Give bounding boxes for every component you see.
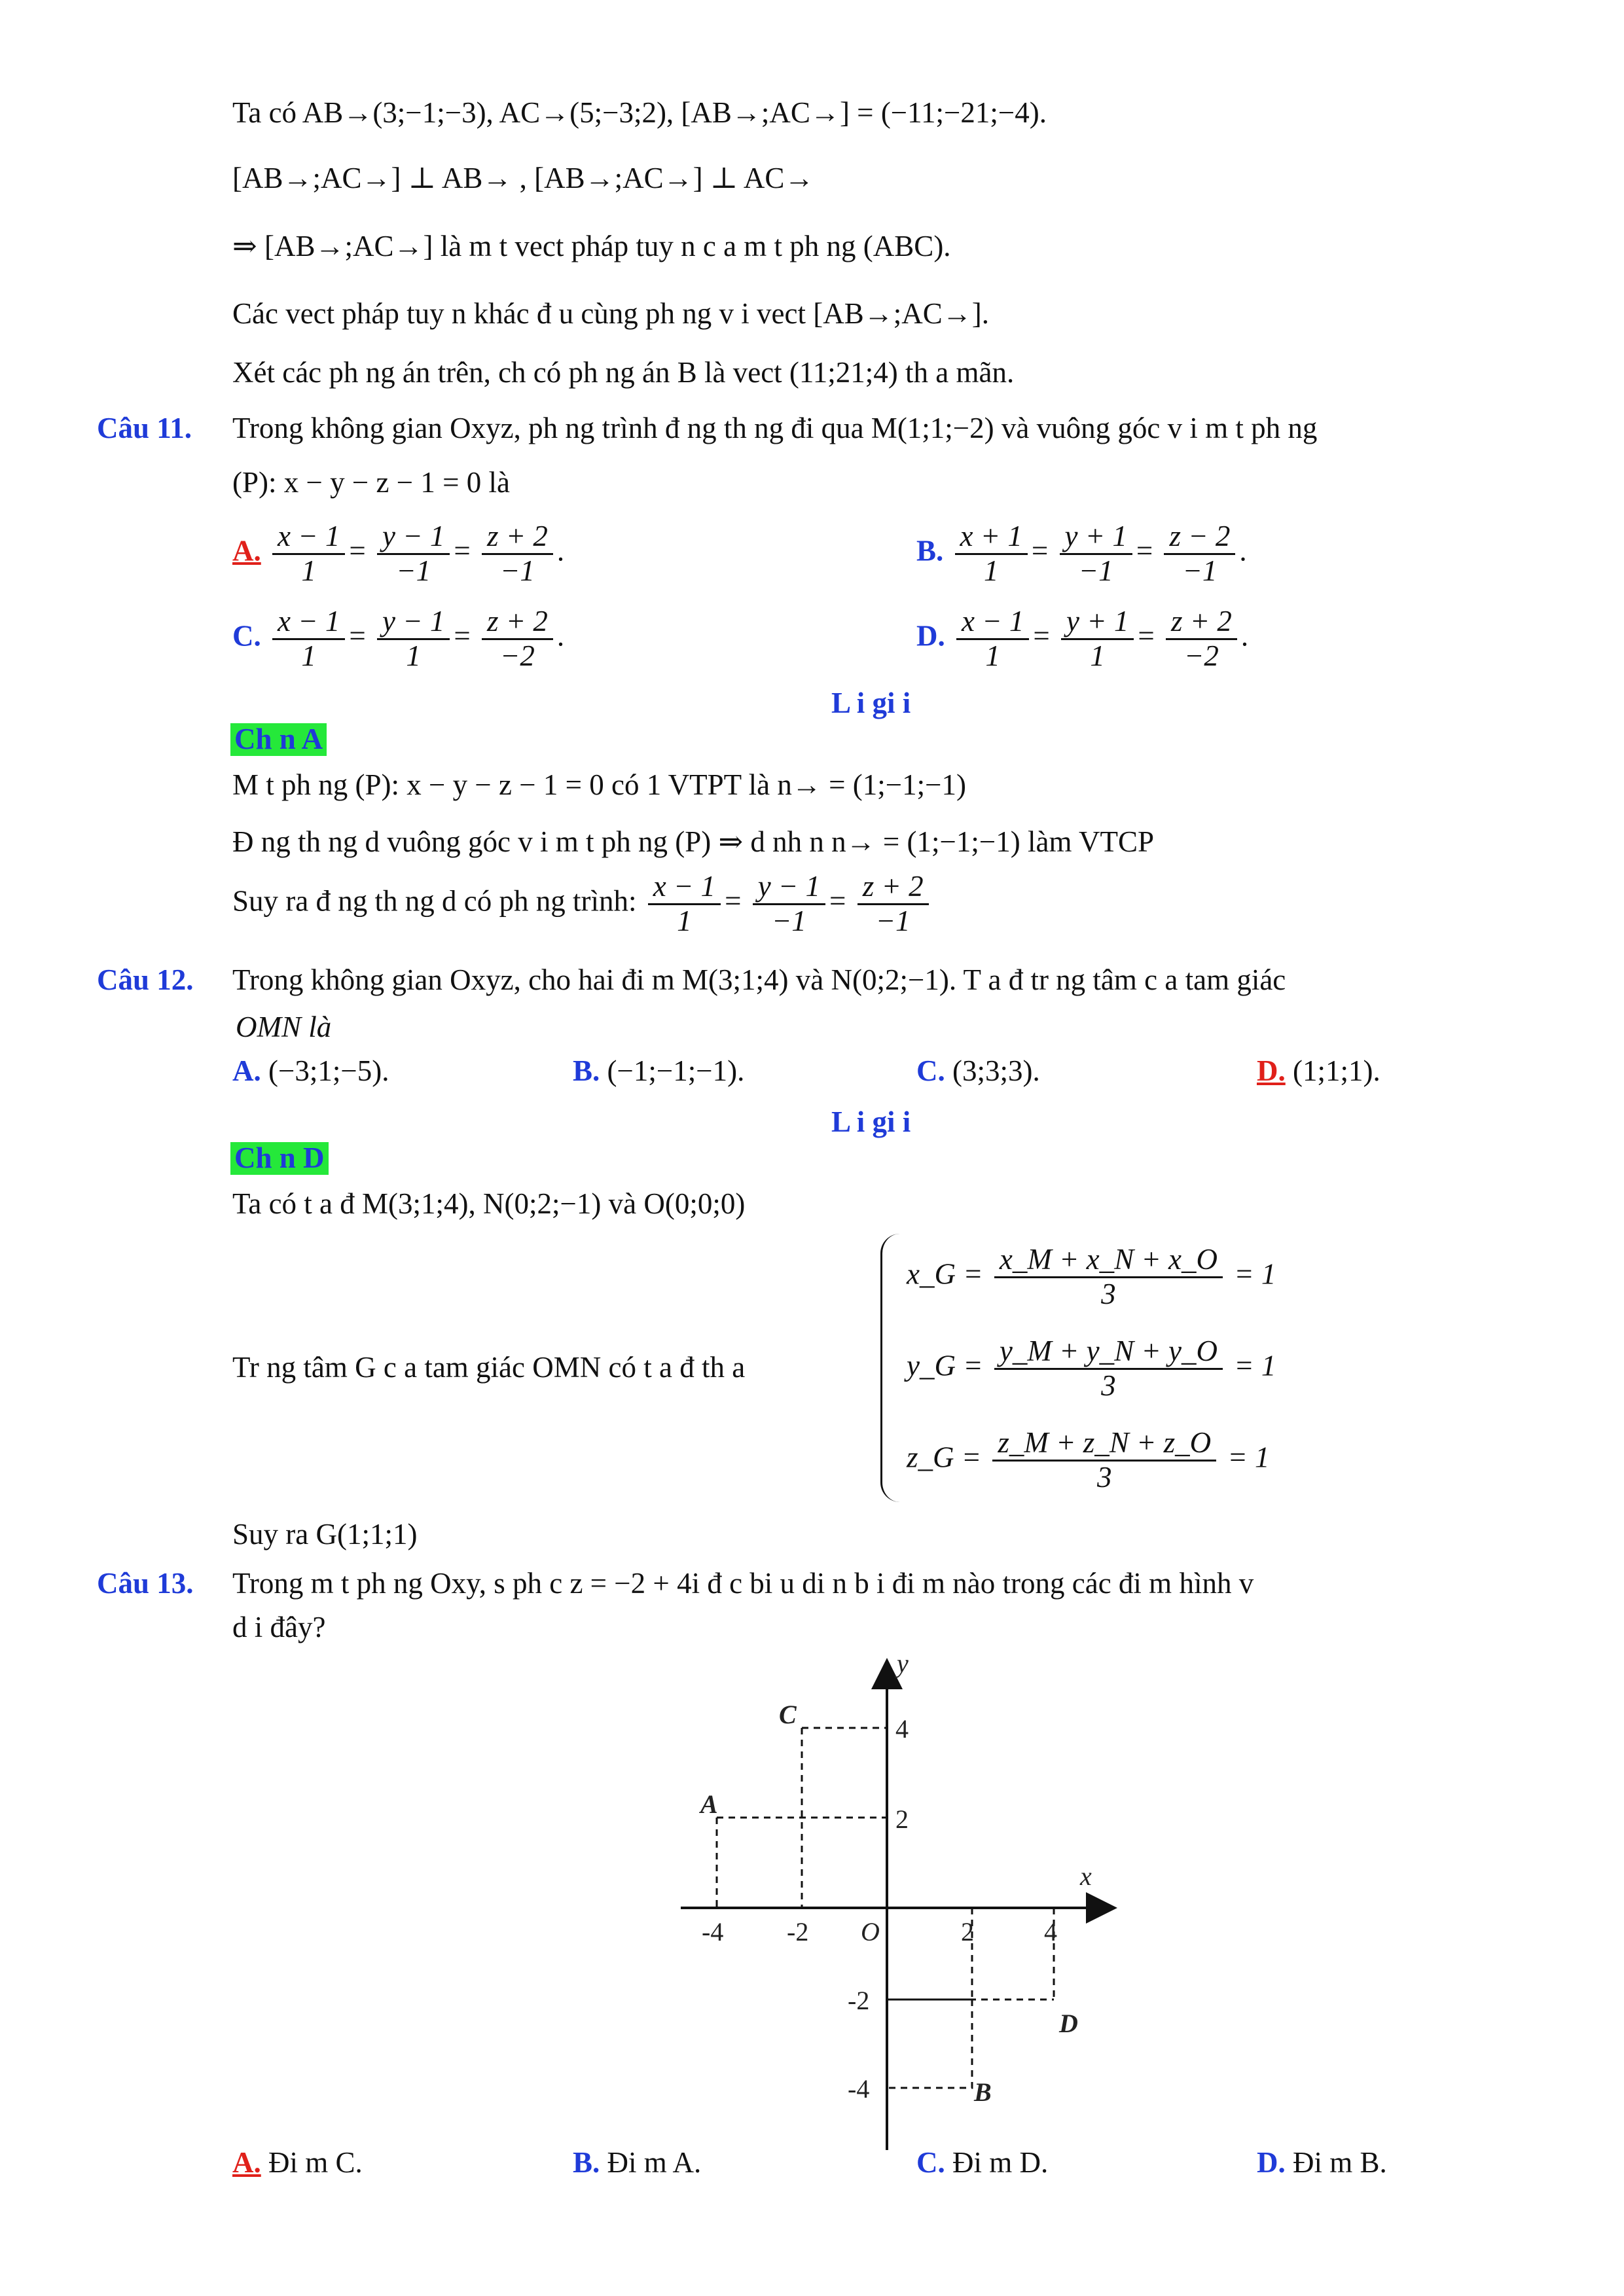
q13-option-a-value: Đi m C. <box>268 2146 363 2179</box>
q13-option-a-letter: A. <box>232 2146 261 2179</box>
frac-den: −1 <box>875 904 911 937</box>
q11-solution-heading: L i gi i <box>831 687 911 719</box>
frac-num: z + 2 <box>857 870 929 905</box>
sys-lhs: z_G = <box>907 1441 982 1474</box>
x-tick-label: 2 <box>961 1917 974 1946</box>
frac-num: z + 2 <box>482 605 553 640</box>
sys-lhs: y_G = <box>907 1349 983 1382</box>
y-tick-label: -2 <box>848 1986 870 2015</box>
y-axis-label: y <box>897 1653 909 1678</box>
sys-lhs: x_G = <box>907 1257 983 1291</box>
point-label-b: B <box>974 2077 992 2107</box>
frac-num: x − 1 <box>272 520 345 555</box>
intro-line-1: Ta có AB→(3;−1;−3), AC→(5;−3;2), [AB→;AC→] = (−11;−21;−4). <box>232 96 1047 129</box>
frac-num: z_M + z_N + z_O <box>992 1427 1216 1462</box>
q11-option-c-letter: C. <box>232 619 261 653</box>
coordinate-graph <box>661 1653 1119 2157</box>
frac-num: x − 1 <box>956 605 1029 640</box>
guide-d <box>887 1908 972 2000</box>
frac-den: −1 <box>499 554 535 587</box>
q13-text-1: Trong m t ph ng Oxy, s ph c z = −2 + 4i đ c bi u di n b i đi m nào trong các đi m hình v <box>232 1567 1254 1600</box>
point-label-c: C <box>779 1700 797 1729</box>
frac-den: 1 <box>1090 639 1105 672</box>
frac-num: z + 2 <box>1166 605 1237 640</box>
frac-den: 1 <box>301 554 316 587</box>
intro-line-5: Xét các ph ng án trên, ch có ph ng án B là vect (11;21;4) th a mãn. <box>232 356 1015 389</box>
q12-option-d[interactable] <box>1257 1055 1380 1088</box>
sys-rhs: = 1 <box>1234 1257 1276 1291</box>
q12-option-b[interactable] <box>573 1055 744 1088</box>
frac-den: 3 <box>1097 1460 1112 1494</box>
q12-choice-badge: Ch n D <box>230 1142 329 1175</box>
frac-den: −1 <box>1182 554 1218 587</box>
q12-option-b-letter: B. <box>573 1054 600 1087</box>
frac-num: y + 1 <box>1061 605 1134 640</box>
q11-solution-1: M t ph ng (P): x − y − z − 1 = 0 có 1 VTPT là n→ = (1;−1;−1) <box>232 768 966 801</box>
q11-option-d[interactable]: D. $\frac{x - 1}{1}$ = $\frac{y + 1}{1}$ = $\frac{z + 2}{-2}$ . <box>916 605 1249 672</box>
q12-solution-heading: L i gi i <box>831 1105 911 1138</box>
frac-den: −1 <box>771 904 806 937</box>
y-tick-label: -4 <box>848 2074 870 2104</box>
frac-den: −2 <box>1183 639 1219 672</box>
q13-option-c[interactable] <box>916 2147 1048 2179</box>
q12-option-c-letter: C. <box>916 1054 945 1087</box>
q11-option-b-letter: B. <box>916 534 944 567</box>
q13-option-a[interactable] <box>232 2147 363 2179</box>
q11-label: Câu 11. <box>97 412 192 444</box>
x-tick-label: 4 <box>1044 1917 1057 1946</box>
sys-rhs: = 1 <box>1234 1349 1276 1382</box>
q12-option-d-letter: D. <box>1257 1054 1286 1087</box>
intro-line-2: [AB→;AC→] ⊥ AB→ , [AB→;AC→] ⊥ AC→ <box>232 162 814 194</box>
q12-option-d-value: (1;1;1). <box>1293 1054 1380 1087</box>
q13-option-c-letter: C. <box>916 2146 945 2179</box>
frac-num: z + 2 <box>482 520 553 555</box>
q12-system-y <box>907 1335 1276 1402</box>
point-label-a: A <box>700 1789 718 1819</box>
q12-option-a-letter: A. <box>232 1054 261 1087</box>
q13-label: Câu 13. <box>97 1567 194 1600</box>
frac-num: x − 1 <box>272 605 345 640</box>
q12-solution-2: Tr ng tâm G c a tam giác OMN có t a đ th a <box>232 1351 746 1384</box>
q11-option-b[interactable]: B. $\frac{x + 1}{1}$ = $\frac{y + 1}{-1}$ = $\frac{z - 2}{-1}$ . <box>916 520 1247 587</box>
q11-option-a-letter: A. <box>232 534 261 567</box>
system-brace <box>880 1234 902 1502</box>
frac-num: x − 1 <box>648 870 721 905</box>
q13-option-c-value: Đi m D. <box>952 2146 1049 2179</box>
point-label-d: D <box>1059 2009 1078 2038</box>
frac-den: 1 <box>983 554 999 587</box>
frac-den: 3 <box>1101 1277 1116 1310</box>
frac-num: y_M + y_N + y_O <box>994 1335 1223 1370</box>
q12-system-z <box>907 1427 1270 1494</box>
q11-choice-badge: Ch n A <box>230 723 327 756</box>
q11-option-d-letter: D. <box>916 619 945 653</box>
frac-den: 1 <box>301 639 316 672</box>
q12-option-a[interactable] <box>232 1055 389 1088</box>
q12-text-2: OMN là <box>236 1011 332 1043</box>
frac-num: y + 1 <box>1060 520 1132 555</box>
q12-option-a-value: (−3;1;−5). <box>268 1054 389 1087</box>
y-tick-label: 2 <box>895 1804 909 1834</box>
q11-option-c[interactable]: C. $\frac{x - 1}{1}$ = $\frac{y - 1}{1}$ = $\frac{z + 2}{-2}$ . <box>232 605 565 672</box>
frac-den: −1 <box>396 554 431 587</box>
frac-den: 1 <box>677 904 692 937</box>
frac-num: y − 1 <box>753 870 825 905</box>
q12-solution-1: Ta có t a đ M(3;1;4), N(0;2;−1) và O(0;0;0) <box>232 1187 746 1220</box>
q12-text-1: Trong không gian Oxyz, cho hai đi m M(3;1;4) và N(0;2;−1). T a đ tr ng tâm c a tam giác <box>232 963 1286 996</box>
intro-line-4: Các vect pháp tuy n khác đ u cùng ph ng v i vect [AB→;AC→]. <box>232 297 990 330</box>
q11-text-1: Trong không gian Oxyz, ph ng trình đ ng th ng đi qua M(1;1;−2) và vuông góc v i m t ph ng <box>232 412 1318 444</box>
x-tick-label: -2 <box>787 1917 809 1946</box>
guide-b2 <box>887 2000 972 2088</box>
frac-den: 3 <box>1101 1369 1116 1402</box>
frac-den: 1 <box>985 639 1000 672</box>
q13-text-2: d i đây? <box>232 1611 326 1643</box>
x-axis-label: x <box>1080 1861 1092 1891</box>
q13-option-d[interactable] <box>1257 2147 1387 2179</box>
intro-line-3: ⇒ [AB→;AC→] là m t vect pháp tuy n c a m t ph ng (ABC). <box>232 230 951 262</box>
q11-text-2: (P): x − y − z − 1 = 0 là <box>232 466 510 499</box>
q13-option-d-letter: D. <box>1257 2146 1286 2179</box>
frac-num: y − 1 <box>377 605 450 640</box>
origin-label: O <box>861 1917 880 1946</box>
q12-option-c-value: (3;3;3). <box>952 1054 1040 1087</box>
q11-solution-3: Suy ra đ ng th ng d có ph ng trình: $\frac{x - 1}{1}$ = $\frac{y - 1}{-1}$ = $\frac{z + 2}{-1}$ <box>232 870 933 937</box>
frac-den: −1 <box>1078 554 1113 587</box>
frac-den: −2 <box>499 639 535 672</box>
q11-solution-2: Đ ng th ng d vuông góc v i m t ph ng (P) ⇒ d nh n n→ = (1;−1;−1) làm VTCP <box>232 825 1154 858</box>
q11-solution-3-text: Suy ra đ ng th ng d có ph ng trình: <box>232 884 637 918</box>
q12-option-b-value: (−1;−1;−1). <box>607 1054 745 1087</box>
q11-option-a[interactable]: A. $\frac{x - 1}{1}$ = $\frac{y - 1}{-1}$ = $\frac{z + 2}{-1}$ . <box>232 520 565 587</box>
frac-num: z − 2 <box>1164 520 1235 555</box>
q13-option-b-value: Đi m A. <box>607 2146 702 2179</box>
frac-num: x + 1 <box>955 520 1028 555</box>
q12-system-x <box>907 1244 1276 1310</box>
q13-option-b[interactable] <box>573 2147 701 2179</box>
frac-den: 1 <box>406 639 421 672</box>
q12-solution-3: Suy ra G(1;1;1) <box>232 1518 418 1551</box>
q13-option-d-value: Đi m B. <box>1293 2146 1387 2179</box>
frac-num: x_M + x_N + x_O <box>994 1244 1223 1278</box>
y-tick-label: 4 <box>895 1714 909 1744</box>
q12-label: Câu 12. <box>97 963 194 996</box>
q13-option-b-letter: B. <box>573 2146 600 2179</box>
x-tick-label: -4 <box>702 1917 724 1946</box>
q12-option-c[interactable] <box>916 1055 1040 1088</box>
frac-num: y − 1 <box>377 520 450 555</box>
sys-rhs: = 1 <box>1227 1441 1270 1474</box>
